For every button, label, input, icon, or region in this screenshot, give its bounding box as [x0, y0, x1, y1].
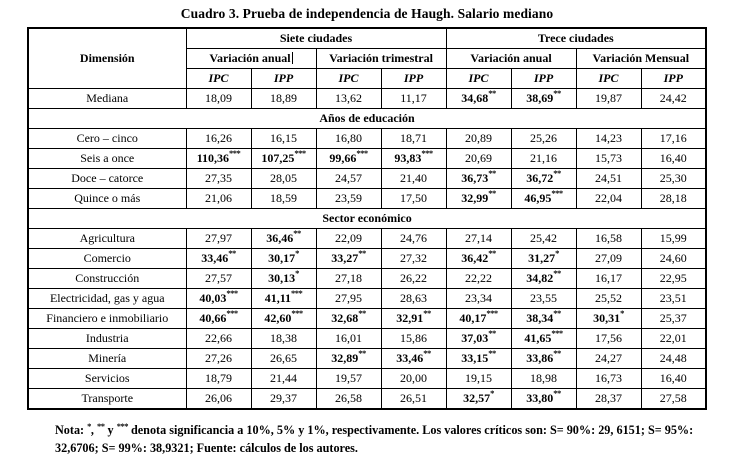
value-cell: 32,91** — [381, 309, 446, 329]
unit-header-ipc: IPC — [576, 69, 641, 89]
value-cell: 28,37 — [576, 389, 641, 410]
value-cell: 16,40 — [641, 369, 706, 389]
subgroup-header-variacion-anual-siete — [186, 49, 316, 69]
value-cell: 33,27** — [316, 249, 381, 269]
subgroup-header-variacion-mensual: Variación Mensual — [576, 49, 706, 69]
value-cell: 16,40 — [641, 149, 706, 169]
value-cell: 18,09 — [186, 89, 251, 109]
row-label: Financiero e inmobiliario — [28, 309, 186, 329]
value-cell: 15,86 — [381, 329, 446, 349]
row-label: Transporte — [28, 389, 186, 410]
unit-header-ipc: IPC — [186, 69, 251, 89]
value-cell: 27,95 — [316, 289, 381, 309]
table-row — [28, 229, 706, 249]
value-cell: 16,17 — [576, 269, 641, 289]
section-header: Años de educación — [28, 109, 706, 129]
note-star-2: ** — [97, 421, 105, 431]
value-cell: 23,55 — [511, 289, 576, 309]
value-cell: 16,26 — [186, 129, 251, 149]
header-row-groups — [28, 28, 706, 49]
value-cell: 27,32 — [381, 249, 446, 269]
value-cell: 31,27* — [511, 249, 576, 269]
value-cell: 23,51 — [641, 289, 706, 309]
subgroup-header-variacion-anual-trece: Variación anual — [446, 49, 576, 69]
value-cell: 33,46** — [186, 249, 251, 269]
value-cell: 23,59 — [316, 189, 381, 209]
table-row — [28, 269, 706, 289]
value-cell: 24,60 — [641, 249, 706, 269]
value-cell: 42,60*** — [251, 309, 316, 329]
value-cell: 16,73 — [576, 369, 641, 389]
unit-header-ipc: IPC — [446, 69, 511, 89]
unit-header-ipp: IPP — [511, 69, 576, 89]
value-cell: 34,68** — [446, 89, 511, 109]
value-cell: 27,26 — [186, 349, 251, 369]
value-cell: 27,14 — [446, 229, 511, 249]
value-cell: 32,99** — [446, 189, 511, 209]
haugh-independence-table — [27, 27, 707, 410]
value-cell: 27,09 — [576, 249, 641, 269]
unit-header-ipp: IPP — [381, 69, 446, 89]
value-cell: 18,79 — [186, 369, 251, 389]
value-cell: 16,80 — [316, 129, 381, 149]
value-cell: 32,89** — [316, 349, 381, 369]
value-cell: 28,18 — [641, 189, 706, 209]
value-cell: 26,22 — [381, 269, 446, 289]
table-row — [28, 129, 706, 149]
table-row — [28, 249, 706, 269]
row-label: Quince o más — [28, 189, 186, 209]
table-row — [28, 89, 706, 109]
value-cell: 40,03*** — [186, 289, 251, 309]
table-row — [28, 169, 706, 189]
section-header: Sector económico — [28, 209, 706, 229]
value-cell: 30,31* — [576, 309, 641, 329]
value-cell: 14,23 — [576, 129, 641, 149]
value-cell: 20,89 — [446, 129, 511, 149]
row-label: Doce – catorce — [28, 169, 186, 189]
value-cell: 24,76 — [381, 229, 446, 249]
value-cell: 32,68** — [316, 309, 381, 329]
value-cell: 107,25*** — [251, 149, 316, 169]
table-row — [28, 369, 706, 389]
value-cell: 33,80** — [511, 389, 576, 410]
note-body: denota significancia a 10%, 5% y 1%, respectivamente. Los valores críticos son: S= 90%: 29, 6151; S= 95%: 32,6706; S= 99%: 38,9321; Fuente: cálculos de los autores. — [55, 423, 694, 456]
value-cell: 36,42** — [446, 249, 511, 269]
table-row — [28, 109, 706, 129]
row-label: Mediana — [28, 89, 186, 109]
row-label: Seis a once — [28, 149, 186, 169]
value-cell: 36,46** — [251, 229, 316, 249]
group-header-trece-ciudades: Trece ciudades — [446, 28, 706, 49]
subgroup-label: Variación anual — [209, 51, 291, 65]
value-cell: 27,57 — [186, 269, 251, 289]
value-cell: 33,86** — [511, 349, 576, 369]
value-cell: 27,97 — [186, 229, 251, 249]
value-cell: 22,04 — [576, 189, 641, 209]
value-cell: 24,27 — [576, 349, 641, 369]
value-cell: 27,58 — [641, 389, 706, 410]
value-cell: 22,95 — [641, 269, 706, 289]
value-cell: 18,89 — [251, 89, 316, 109]
value-cell: 28,05 — [251, 169, 316, 189]
table-row — [28, 309, 706, 329]
value-cell: 15,73 — [576, 149, 641, 169]
value-cell: 27,18 — [316, 269, 381, 289]
table-row — [28, 209, 706, 229]
row-label: Minería — [28, 349, 186, 369]
text-cursor-artifact — [292, 52, 293, 64]
value-cell: 30,13* — [251, 269, 316, 289]
value-cell: 33,46** — [381, 349, 446, 369]
value-cell: 19,87 — [576, 89, 641, 109]
value-cell: 27,35 — [186, 169, 251, 189]
value-cell: 13,62 — [316, 89, 381, 109]
row-label: Comercio — [28, 249, 186, 269]
value-cell: 21,06 — [186, 189, 251, 209]
value-cell: 18,59 — [251, 189, 316, 209]
column-header-dimension: Dimensión — [28, 28, 186, 89]
value-cell: 46,95*** — [511, 189, 576, 209]
row-label: Agricultura — [28, 229, 186, 249]
value-cell: 29,37 — [251, 389, 316, 410]
value-cell: 16,15 — [251, 129, 316, 149]
value-cell: 32,57* — [446, 389, 511, 410]
value-cell: 21,44 — [251, 369, 316, 389]
table-row — [28, 349, 706, 369]
row-label: Electricidad, gas y agua — [28, 289, 186, 309]
value-cell: 22,66 — [186, 329, 251, 349]
value-cell: 24,48 — [641, 349, 706, 369]
value-cell: 22,01 — [641, 329, 706, 349]
value-cell: 18,38 — [251, 329, 316, 349]
value-cell: 19,15 — [446, 369, 511, 389]
unit-header-ipc: IPC — [316, 69, 381, 89]
row-label: Construcción — [28, 269, 186, 289]
note-star-1: * — [87, 421, 91, 431]
unit-header-ipp: IPP — [251, 69, 316, 89]
row-label: Industria — [28, 329, 186, 349]
table-row — [28, 289, 706, 309]
value-cell: 21,16 — [511, 149, 576, 169]
note-star-3: *** — [116, 421, 128, 431]
table-row — [28, 189, 706, 209]
group-header-siete-ciudades: Siete ciudades — [186, 28, 446, 49]
value-cell: 17,50 — [381, 189, 446, 209]
value-cell: 26,58 — [316, 389, 381, 410]
value-cell: 21,40 — [381, 169, 446, 189]
value-cell: 40,17*** — [446, 309, 511, 329]
unit-header-ipp: IPP — [641, 69, 706, 89]
value-cell: 25,37 — [641, 309, 706, 329]
value-cell: 36,73** — [446, 169, 511, 189]
value-cell: 25,42 — [511, 229, 576, 249]
table-row — [28, 149, 706, 169]
table-row — [28, 329, 706, 349]
note-separator: y — [104, 423, 117, 438]
value-cell: 26,51 — [381, 389, 446, 410]
value-cell: 38,69** — [511, 89, 576, 109]
value-cell: 16,58 — [576, 229, 641, 249]
row-label: Servicios — [28, 369, 186, 389]
value-cell: 38,34** — [511, 309, 576, 329]
value-cell: 28,63 — [381, 289, 446, 309]
value-cell: 22,22 — [446, 269, 511, 289]
value-cell: 24,57 — [316, 169, 381, 189]
value-cell: 41,65*** — [511, 329, 576, 349]
value-cell: 33,15** — [446, 349, 511, 369]
value-cell: 26,65 — [251, 349, 316, 369]
table-title: Cuadro 3. Prueba de independencia de Haugh. Salario mediano — [180, 6, 554, 21]
value-cell: 26,06 — [186, 389, 251, 410]
value-cell: 25,30 — [641, 169, 706, 189]
value-cell: 15,99 — [641, 229, 706, 249]
value-cell: 36,72** — [511, 169, 576, 189]
value-cell: 19,57 — [316, 369, 381, 389]
value-cell: 22,09 — [316, 229, 381, 249]
note-prefix: Nota: — [55, 423, 88, 438]
value-cell: 18,98 — [511, 369, 576, 389]
table-note — [55, 420, 707, 458]
value-cell: 24,51 — [576, 169, 641, 189]
value-cell: 20,69 — [446, 149, 511, 169]
value-cell: 40,66*** — [186, 309, 251, 329]
value-cell: 99,66*** — [316, 149, 381, 169]
value-cell: 93,83*** — [381, 149, 446, 169]
value-cell: 23,34 — [446, 289, 511, 309]
value-cell: 11,17 — [381, 89, 446, 109]
note-separator: , — [90, 423, 97, 438]
value-cell: 25,26 — [511, 129, 576, 149]
value-cell: 16,01 — [316, 329, 381, 349]
value-cell: 37,03** — [446, 329, 511, 349]
value-cell: 25,52 — [576, 289, 641, 309]
value-cell: 18,71 — [381, 129, 446, 149]
table-body — [28, 89, 706, 410]
value-cell: 17,16 — [641, 129, 706, 149]
value-cell: 30,17* — [251, 249, 316, 269]
value-cell: 17,56 — [576, 329, 641, 349]
value-cell: 20,00 — [381, 369, 446, 389]
table-row — [28, 389, 706, 410]
value-cell: 110,36*** — [186, 149, 251, 169]
value-cell: 41,11*** — [251, 289, 316, 309]
value-cell: 24,42 — [641, 89, 706, 109]
subgroup-header-variacion-trimestral: Variación trimestral — [316, 49, 446, 69]
row-label: Cero – cinco — [28, 129, 186, 149]
value-cell: 34,82** — [511, 269, 576, 289]
